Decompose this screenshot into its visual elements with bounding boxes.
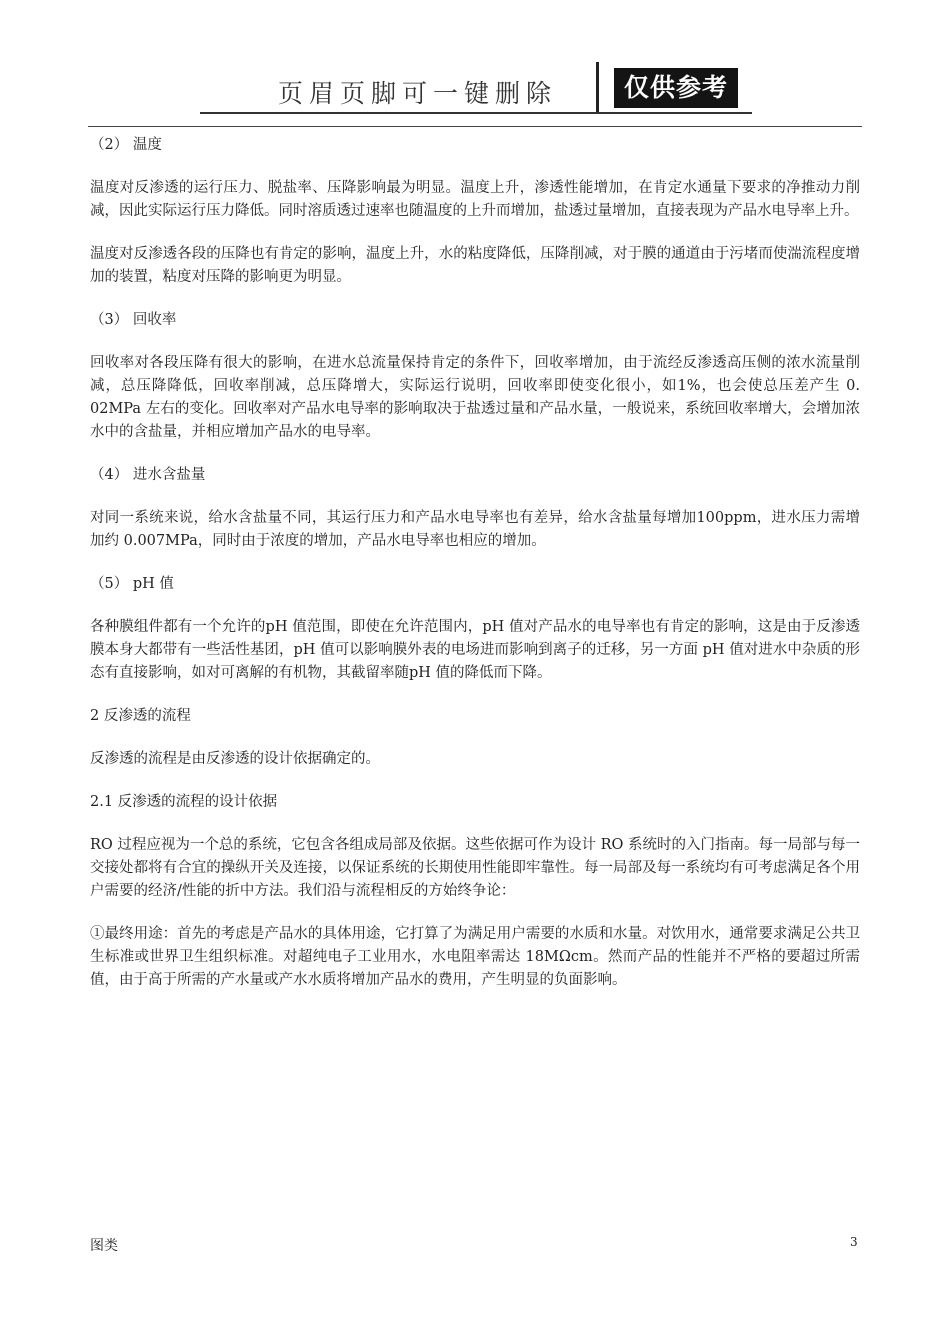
paragraph: 对同一系统来说，给水含盐量不同，其运行压力和产品水电导率也有差异，给水含盐量每增加100ppm，进水压力需增加约 0.007MPa，同时由于浓度的增加，产品水电导率也相应的增加。 — [90, 510, 860, 549]
paragraph: 温度对反渗透各段的压降也有肯定的影响，温度上升，水的粘度降低，压降削减，对于膜的通道由于污堵而使湍流程度增加的装置，粘度对压降的影响更为明显。 — [90, 246, 860, 285]
paragraph: ①最终用途：首先的考虑是产品水的具体用途，它打算了为满足用户需要的水质和水量。对饮用水，通常要求满足公共卫生标准或世界卫生组织标准。对超纯电子工业用水，水电阻率需达 18MΩcm。然而产品的性能并不严格的要超过所需值，由于高于所需的产水量或产水水质将增加产品水的费用，产生明显的负面影响。 — [90, 926, 860, 988]
header-rule — [88, 126, 862, 127]
header-text: 页眉页脚可一键删除 — [278, 79, 558, 108]
section-heading: （2） 温度 — [90, 137, 162, 153]
page-header — [200, 62, 752, 114]
reference-stamp: 仅供参考 — [614, 68, 738, 108]
paragraph: 回收率对各段压降有很大的影响，在进水总流量保持肯定的条件下，回收率增加，由于流经反渗透高压侧的浓水流量削减，总压降降低，回收率削减，总压降增大，实际运行说明，回收率即使变化很小，如1%，也会使总压差产生 0. 02MPa 左右的变化。回收率对产品水电导率的影响取决于盐透过量和产品水量，一般说来，系统回收率增大，会增加浓水中的含盐量，并相应增加产品水的电导率。 — [90, 355, 860, 440]
paragraph: RO 过程应视为一个总的系统，它包含各组成局部及依据。这些依据可作为设计 RO 系统时的入门指南。每一局部与每一交接处都将有合宜的操纵开关及连接，以保证系统的长期使用性能即牢靠性。每一局部及每一系统均有可考虑满足各个用户需要的经济/性能的折中方法。我们沿与流程相反的方始终争论： — [90, 837, 860, 899]
header-divider — [596, 62, 599, 112]
paragraph: 温度对反渗透的运行压力、脱盐率、压降影响最为明显。温度上升，渗透性能增加，在肯定水通量下要求的净推动力削减，因此实际运行压力降低。同时溶质透过速率也随温度的上升而增加，盐透过量增加，直接表现为产品水电导率上升。 — [90, 180, 860, 219]
footer-label: 图类 — [90, 1238, 118, 1254]
section-heading: 2 反渗透的流程 — [90, 708, 191, 724]
section-heading: （3） 回收率 — [90, 312, 177, 328]
section-heading: （5） pH 值 — [90, 576, 174, 592]
paragraph: 反渗透的流程是由反渗透的设计依据确定的。 — [90, 751, 380, 767]
section-heading: （4） 进水含盐量 — [90, 467, 206, 483]
document-body — [90, 134, 860, 1012]
page-number: 3 — [850, 1235, 858, 1249]
section-heading: 2.1 反渗透的流程的设计依据 — [90, 794, 278, 810]
paragraph: 各种膜组件都有一个允许的pH 值范围，即使在允许范围内，pH 值对产品水的电导率也有肯定的影响，这是由于反渗透膜本身大都带有一些活性基团，pH 值可以影响膜外表的电场进而影响到离子的迁移，另一方面 pH 值对进水中杂质的形态有直接影响，如对可离解的有机物，其截留率随pH 值的降低而下降。 — [90, 619, 860, 681]
header-underline — [200, 112, 752, 114]
